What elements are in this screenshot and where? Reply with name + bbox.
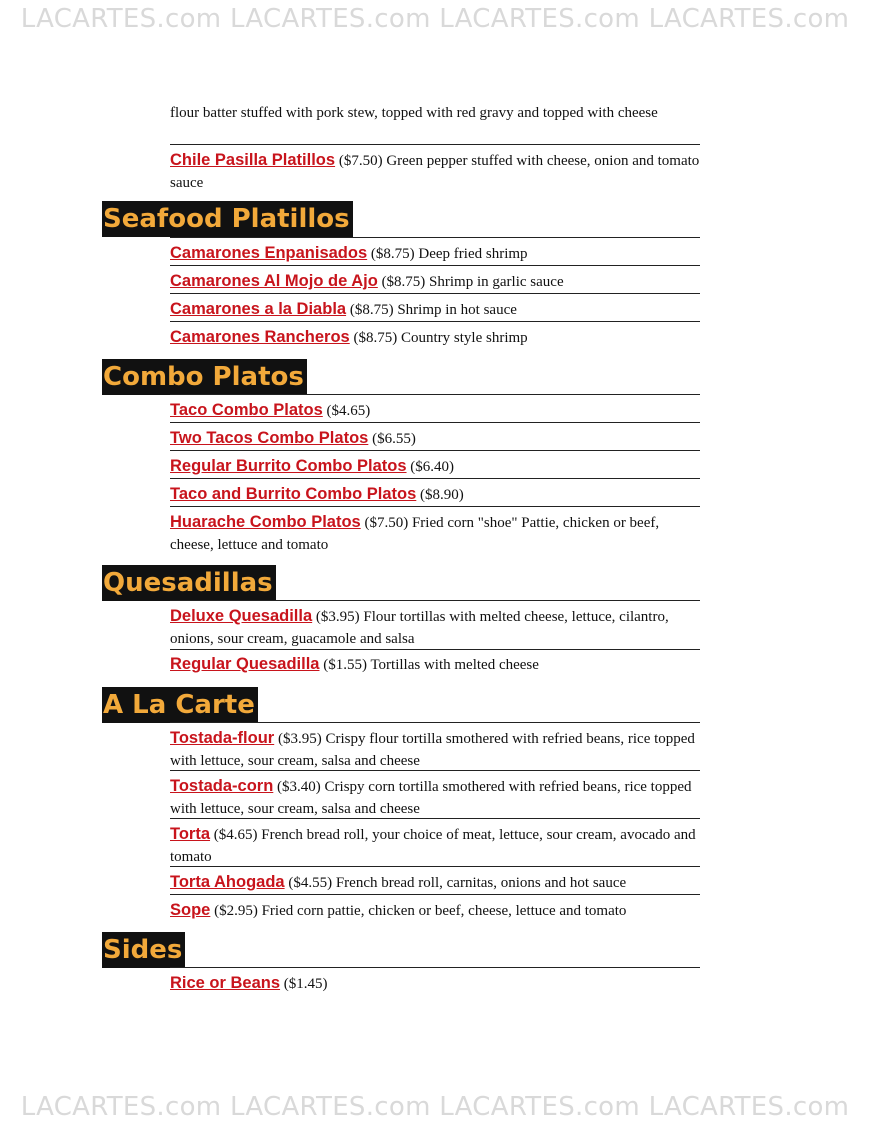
intro-text: flour batter stuffed with pork stew, topped with red gravy and topped with cheese: [170, 105, 658, 121]
divider: [170, 237, 700, 238]
item-desc: ($3.95) Crispy flour tortilla smothered with refried beans, rice topped with lettuce, sour cream, salsa and cheese: [170, 731, 695, 769]
menu-item: [170, 871, 702, 894]
divider: [170, 818, 700, 819]
menu-item: [170, 775, 702, 820]
item-desc: ($7.50) Green pepper stuffed with cheese, onion and tomato sauce: [170, 153, 700, 191]
divider: [170, 265, 700, 266]
divider: [170, 293, 700, 294]
item-desc: ($8.75) Deep fried shrimp: [370, 246, 528, 262]
item-name: Torta Ahogada: [170, 873, 285, 891]
item-desc: ($1.45): [283, 976, 328, 992]
divider: [170, 478, 700, 479]
item-desc: ($4.55) French bread roll, carnitas, onions and hot sauce: [288, 875, 627, 891]
menu-item: [170, 511, 702, 556]
item-desc: ($1.55) Tortillas with melted cheese: [323, 657, 539, 673]
item-name: Taco and Burrito Combo Platos: [170, 485, 417, 503]
item-desc: ($2.95) Fried corn pattie, chicken or beef, cheese, lettuce and tomato: [214, 903, 627, 919]
menu-item: [170, 242, 702, 265]
menu-item: [170, 899, 702, 922]
menu-item: [170, 427, 702, 450]
item-name: Rice or Beans: [170, 974, 281, 992]
menu-item: [170, 823, 702, 868]
item-desc: ($3.95) Flour tortillas with melted cheese, lettuce, cilantro, onions, sour cream, guacamole and salsa: [170, 609, 669, 647]
menu-item: [170, 270, 702, 293]
item-desc: ($8.75) Shrimp in garlic sauce: [381, 274, 564, 290]
section-heading-sides: Sides: [102, 932, 185, 968]
item-desc: ($8.75) Country style shrimp: [353, 330, 528, 346]
divider: [170, 321, 700, 322]
menu-item: [170, 653, 702, 676]
menu-item: [170, 326, 702, 349]
item-desc: ($3.40) Crispy corn tortilla smothered with refried beans, rice topped with lettuce, sour cream, salsa and cheese: [170, 779, 692, 817]
menu-item: [170, 972, 702, 995]
section-heading-a-la-carte: A La Carte: [102, 687, 258, 723]
menu-item: [170, 455, 702, 478]
divider: [170, 422, 700, 423]
item-desc: ($7.50) Fried corn "shoe" Pattie, chicken or beef, cheese, lettuce and tomato: [170, 515, 660, 553]
watermark-top: LACARTES.com LACARTES.com LACARTES.com LACARTES.com: [20, 4, 850, 34]
divider: [170, 770, 700, 771]
item-desc: ($6.40): [410, 459, 455, 475]
item-name: Huarache Combo Platos: [170, 513, 361, 531]
item-name: Camarones Rancheros: [170, 328, 350, 346]
divider: [170, 722, 700, 723]
menu-item: [170, 399, 702, 422]
item-name: Tostada-corn: [170, 777, 274, 795]
item-name: Chile Pasilla Platillos: [170, 151, 336, 169]
divider: [170, 967, 700, 968]
menu-item: [170, 483, 702, 506]
item-name: Regular Quesadilla: [170, 655, 320, 673]
item-name: Deluxe Quesadilla: [170, 607, 313, 625]
divider: [170, 394, 700, 395]
item-name: Regular Burrito Combo Platos: [170, 457, 407, 475]
watermark-bottom: LACARTES.com LACARTES.com LACARTES.com LACARTES.com: [20, 1092, 850, 1122]
section-heading-seafood: Seafood Platillos: [102, 201, 353, 237]
item-name: Camarones Al Mojo de Ajo: [170, 272, 378, 290]
section-heading-combo: Combo Platos: [102, 359, 307, 395]
section-heading-quesadillas: Quesadillas: [102, 565, 276, 601]
divider: [170, 450, 700, 451]
item-desc: ($6.55): [372, 431, 416, 447]
divider: [170, 506, 700, 507]
item-desc: ($4.65): [326, 403, 371, 419]
item-desc: ($4.65) French bread roll, your choice of meat, lettuce, sour cream, avocado and tomato: [170, 827, 696, 865]
item-name: Two Tacos Combo Platos: [170, 429, 369, 447]
item-name: Torta: [170, 825, 211, 843]
item-desc: ($8.75) Shrimp in hot sauce: [349, 302, 517, 318]
item-name: Camarones a la Diabla: [170, 300, 347, 318]
menu-item: [170, 727, 702, 772]
divider: [170, 144, 700, 145]
divider: [170, 894, 700, 895]
menu-item: [170, 298, 702, 321]
divider: [170, 866, 700, 867]
item-name: Sope: [170, 901, 211, 919]
divider: [170, 600, 700, 601]
item-name: Tostada-flour: [170, 729, 275, 747]
item-name: Camarones Enpanisados: [170, 244, 368, 262]
menu-item: [170, 605, 702, 650]
divider: [170, 649, 700, 650]
menu-item: [170, 149, 702, 194]
item-name: Taco Combo Platos: [170, 401, 323, 419]
item-desc: ($8.90): [420, 487, 464, 503]
